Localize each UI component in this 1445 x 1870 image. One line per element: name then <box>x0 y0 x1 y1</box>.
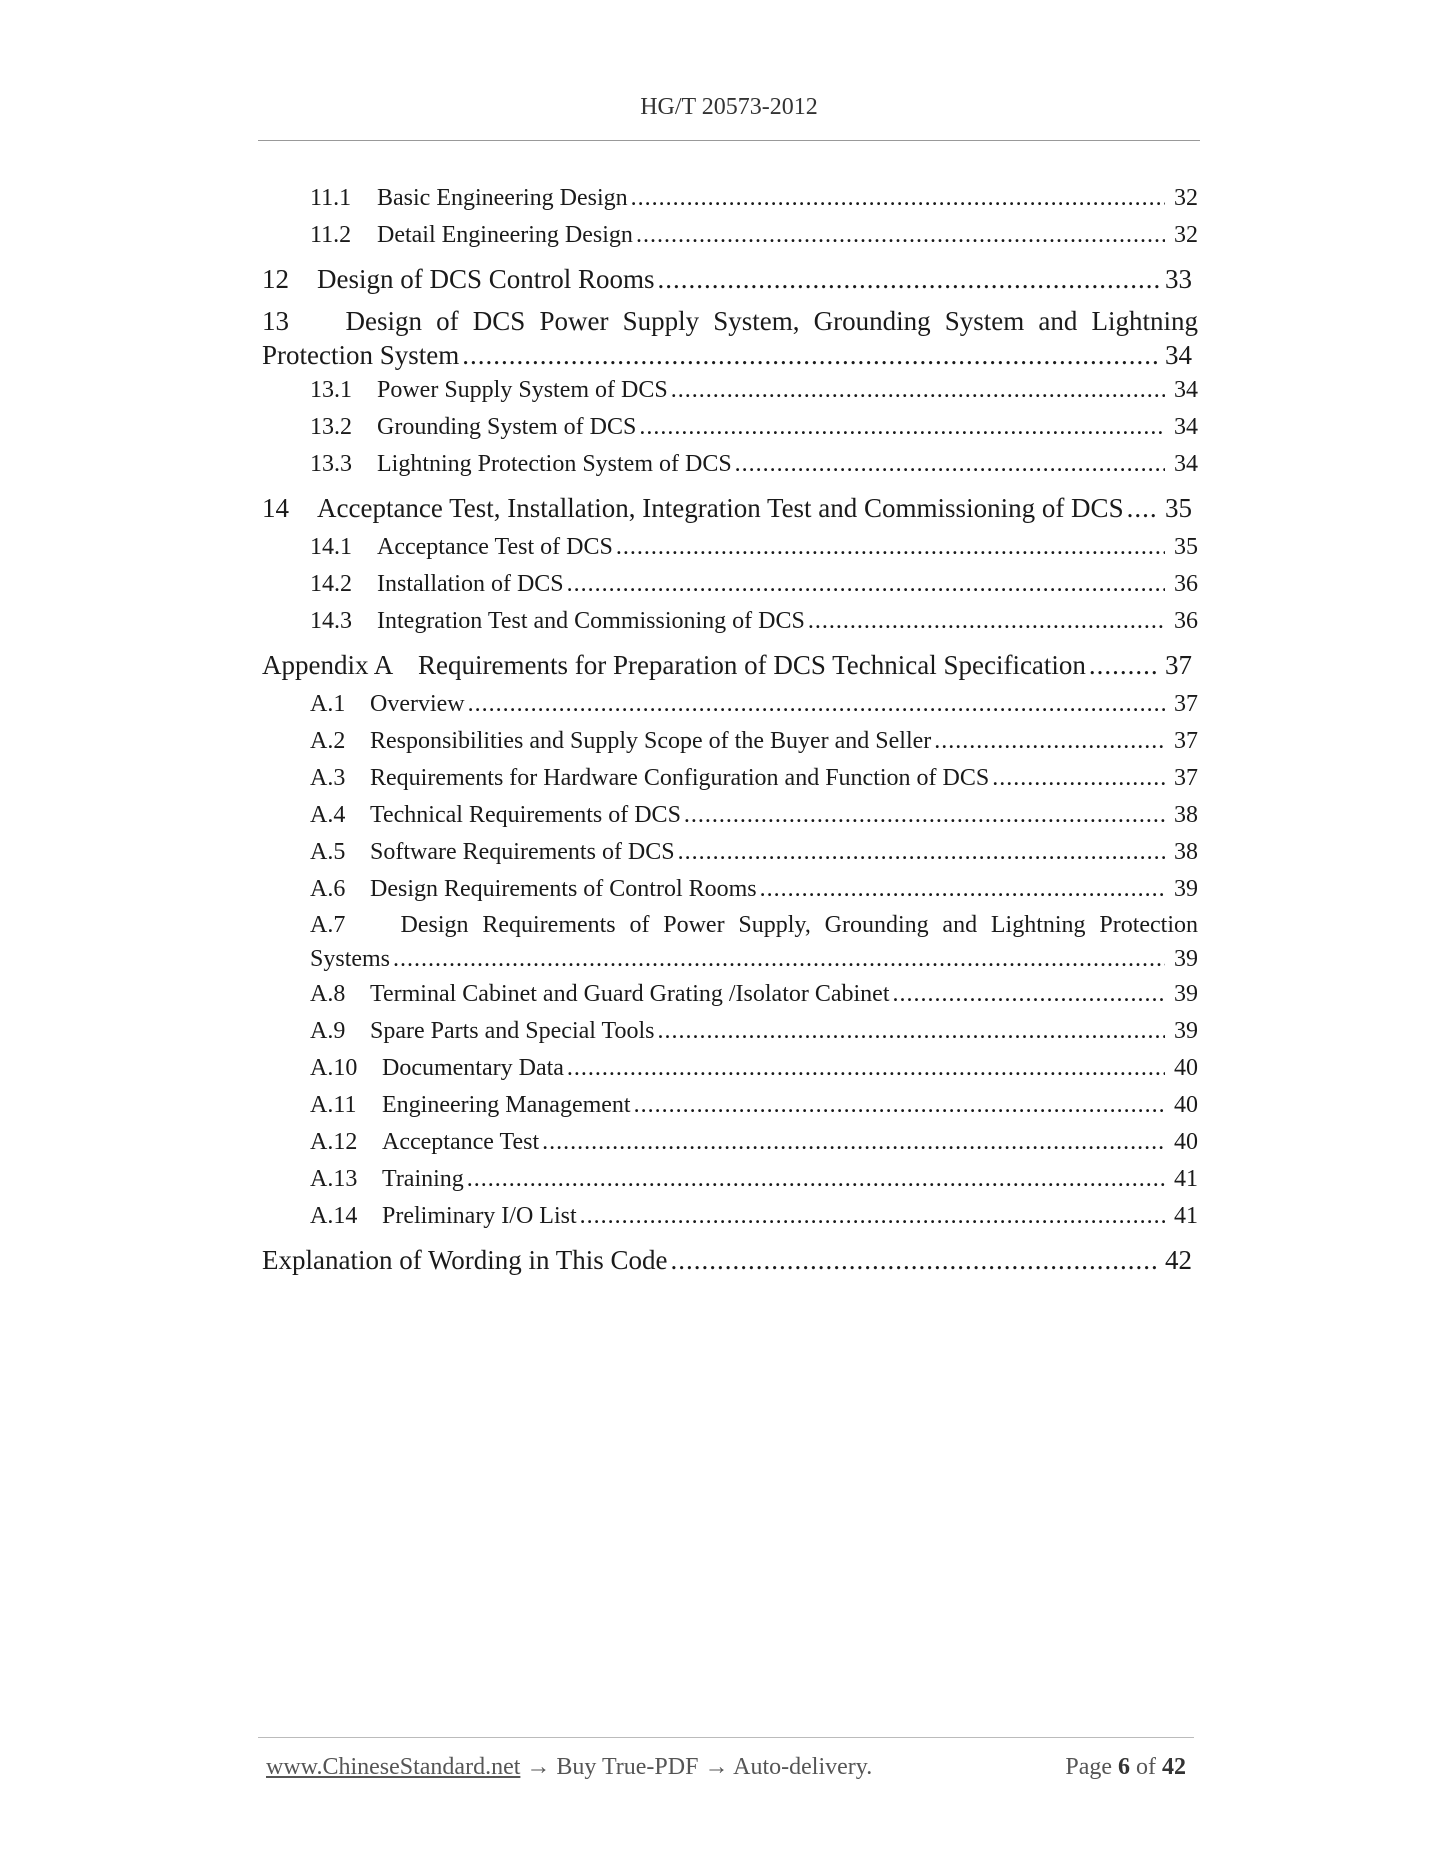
toc-page: 39 <box>1174 981 1198 1007</box>
toc-page: 33 <box>1165 264 1192 294</box>
toc-entry-a11[interactable] <box>262 1087 1198 1124</box>
toc-leader <box>639 409 1165 446</box>
toc-title: Technical Requirements of DCS <box>370 802 681 828</box>
toc-entry-14-1[interactable] <box>262 529 1198 566</box>
toc-number: A.5 <box>310 839 346 865</box>
toc-title: Integration Test and Commissioning of DCS <box>377 608 805 634</box>
toc-page: 34 <box>1174 377 1198 403</box>
toc-page: 34 <box>1174 451 1198 477</box>
toc-entry-a5[interactable] <box>262 834 1198 871</box>
toc-number: 14.1 <box>310 534 352 560</box>
toc-entry-11-2[interactable] <box>262 217 1198 254</box>
page-counter <box>1065 1754 1186 1786</box>
footer-divider <box>258 1737 1194 1738</box>
toc-title: Spare Parts and Special Tools <box>370 1018 655 1044</box>
toc-entry-a14[interactable] <box>262 1198 1198 1235</box>
toc-number: Appendix A <box>262 650 394 680</box>
toc-leader <box>631 180 1165 217</box>
toc-title: Requirements for Preparation of DCS Technical Specification <box>418 650 1086 680</box>
toc-entry-a9[interactable] <box>262 1013 1198 1050</box>
toc-entry-14-3[interactable] <box>262 603 1198 640</box>
toc-number: 14.3 <box>310 608 352 634</box>
toc-title: Explanation of Wording in This Code <box>262 1245 668 1275</box>
toc-entry-a6[interactable] <box>262 871 1198 908</box>
toc-page: 34 <box>1165 340 1192 370</box>
toc-page: 37 <box>1165 650 1192 680</box>
toc-leader <box>468 686 1165 723</box>
toc-leader <box>671 372 1165 409</box>
toc-number: A.4 <box>310 802 346 828</box>
of-label: of <box>1136 1754 1156 1780</box>
toc-entry-13-1[interactable] <box>262 372 1198 409</box>
toc-entry-a1[interactable] <box>262 686 1198 723</box>
toc-page: 32 <box>1174 222 1198 248</box>
toc-title: Acceptance Test of DCS <box>377 534 613 560</box>
toc-page: 35 <box>1174 534 1198 560</box>
toc-leader <box>992 760 1165 797</box>
toc-number: 12 <box>262 264 289 294</box>
toc-entry-a4[interactable] <box>262 797 1198 834</box>
toc-title-line-1: 13 Design of DCS Power Supply System, Grounding System and Lightning <box>262 306 1198 336</box>
toc-number: A.9 <box>310 1018 346 1044</box>
toc-page: 39 <box>1174 946 1198 972</box>
toc-title-line-2: Protection System <box>262 340 460 370</box>
toc-leader <box>934 723 1165 760</box>
toc-entry-13-2[interactable] <box>262 409 1198 446</box>
site-link[interactable]: www.ChineseStandard.net <box>266 1754 521 1780</box>
toc-page: 38 <box>1174 802 1198 828</box>
toc-title: Acceptance Test, Installation, Integration Test and Commissioning of DCS <box>317 493 1124 523</box>
toc-page: 40 <box>1174 1092 1198 1118</box>
toc-leader <box>567 566 1165 603</box>
toc-title: Installation of DCS <box>377 571 564 597</box>
toc-entry-13-3[interactable] <box>262 446 1198 483</box>
toc-entry-a13[interactable] <box>262 1161 1198 1198</box>
page-footer <box>266 1754 1186 1786</box>
toc-title: Design of DCS Control Rooms <box>317 264 655 294</box>
toc-entry-13[interactable] <box>262 304 1198 372</box>
toc-title: Responsibilities and Supply Scope of the Buyer and Seller <box>370 728 932 754</box>
toc-entry-a12[interactable] <box>262 1124 1198 1161</box>
toc-number: A.6 <box>310 876 346 902</box>
toc-page: 38 <box>1174 839 1198 865</box>
toc-entry-a8[interactable] <box>262 976 1198 1013</box>
toc-title: Requirements for Hardware Configuration and Function of DCS <box>370 765 990 791</box>
toc-title: Terminal Cabinet and Guard Grating /Isolator Cabinet <box>370 981 890 1007</box>
toc-page: 34 <box>1174 414 1198 440</box>
toc-page: 40 <box>1174 1055 1198 1081</box>
header-divider <box>258 140 1200 141</box>
arrow-right-icon: → <box>704 1754 729 1780</box>
toc-page: 39 <box>1174 876 1198 902</box>
toc-title: Engineering Management <box>382 1092 631 1118</box>
toc-number: A.3 <box>310 765 346 791</box>
toc-number: 13.3 <box>310 451 352 477</box>
toc-number: 11.2 <box>310 222 352 248</box>
toc-entry-a10[interactable] <box>262 1050 1198 1087</box>
toc-page: 42 <box>1165 1245 1192 1275</box>
toc-leader <box>658 258 1159 300</box>
table-of-contents <box>262 180 1198 1281</box>
toc-leader <box>1089 644 1159 686</box>
buy-pdf-text: Buy True-PDF <box>556 1754 699 1780</box>
toc-title-line-2: Systems <box>310 946 391 972</box>
toc-page: 36 <box>1174 608 1198 634</box>
toc-entry-14-2[interactable] <box>262 566 1198 603</box>
toc-number: 11.1 <box>310 185 352 211</box>
toc-number: A.8 <box>310 981 346 1007</box>
toc-page: 37 <box>1174 728 1198 754</box>
total-pages: 42 <box>1162 1754 1186 1780</box>
toc-page: 41 <box>1174 1203 1198 1229</box>
toc-number: 13.1 <box>310 377 352 403</box>
toc-title: Training <box>382 1166 464 1192</box>
toc-entry-explanation[interactable] <box>262 1239 1192 1281</box>
toc-number: A.13 <box>310 1166 358 1192</box>
toc-title: Software Requirements of DCS <box>370 839 675 865</box>
toc-number: 13.2 <box>310 414 352 440</box>
document-header: HG/T 20573-2012 <box>640 94 818 120</box>
toc-number: A.10 <box>310 1055 358 1081</box>
toc-page: 40 <box>1174 1129 1198 1155</box>
toc-title: Lightning Protection System of DCS <box>377 451 732 477</box>
toc-leader <box>760 871 1165 908</box>
toc-title: Acceptance Test <box>382 1129 540 1155</box>
toc-number: 14.2 <box>310 571 352 597</box>
toc-number: 14 <box>262 493 289 523</box>
toc-page: 35 <box>1165 493 1192 523</box>
toc-entry-appendix-a[interactable] <box>262 644 1192 686</box>
toc-page: 36 <box>1174 571 1198 597</box>
toc-leader <box>893 976 1165 1013</box>
toc-number: A.14 <box>310 1203 358 1229</box>
toc-title: Power Supply System of DCS <box>377 377 668 403</box>
toc-leader <box>808 603 1165 640</box>
toc-leader <box>1127 487 1159 529</box>
toc-page: 41 <box>1174 1166 1198 1192</box>
toc-title: Design Requirements of Control Rooms <box>370 876 757 902</box>
toc-page: 32 <box>1174 185 1198 211</box>
toc-leader <box>542 1124 1165 1161</box>
toc-entry-a7[interactable] <box>262 908 1198 976</box>
toc-title: Preliminary I/O List <box>382 1203 577 1229</box>
arrow-right-icon: → <box>526 1754 551 1780</box>
toc-leader <box>580 1198 1165 1235</box>
toc-leader <box>678 834 1165 871</box>
toc-number: A.11 <box>310 1092 357 1118</box>
toc-title: Overview <box>370 691 465 717</box>
toc-leader <box>393 942 1165 976</box>
toc-entry-a2[interactable] <box>262 723 1198 760</box>
toc-entry-11-1[interactable] <box>262 180 1198 217</box>
toc-title: Detail Engineering Design <box>377 222 633 248</box>
toc-title-line-1: A.7 Design Requirements of Power Supply, Grounding and Lightning Protection <box>310 912 1198 938</box>
toc-leader <box>567 1050 1165 1087</box>
page-label: Page <box>1065 1754 1112 1780</box>
toc-leader <box>462 338 1159 372</box>
toc-title: Grounding System of DCS <box>377 414 637 440</box>
toc-entry-14[interactable] <box>262 487 1192 529</box>
toc-leader <box>616 529 1165 566</box>
toc-leader <box>634 1087 1165 1124</box>
toc-page: 37 <box>1174 691 1198 717</box>
toc-page: 37 <box>1174 765 1198 791</box>
toc-title: Basic Engineering Design <box>377 185 628 211</box>
toc-entry-12[interactable] <box>262 258 1192 300</box>
toc-entry-a3[interactable] <box>262 760 1198 797</box>
toc-page: 39 <box>1174 1018 1198 1044</box>
toc-leader <box>684 797 1165 834</box>
toc-leader <box>671 1239 1159 1281</box>
footer-promo <box>266 1754 872 1786</box>
toc-leader <box>658 1013 1166 1050</box>
toc-leader <box>636 217 1165 254</box>
toc-number: A.1 <box>310 691 346 717</box>
auto-delivery-text: Auto-delivery. <box>733 1754 873 1780</box>
toc-leader <box>467 1161 1165 1198</box>
toc-number: A.12 <box>310 1129 358 1155</box>
toc-leader <box>735 446 1165 483</box>
toc-number: A.2 <box>310 728 346 754</box>
current-page: 6 <box>1118 1754 1130 1780</box>
toc-title: Documentary Data <box>382 1055 564 1081</box>
